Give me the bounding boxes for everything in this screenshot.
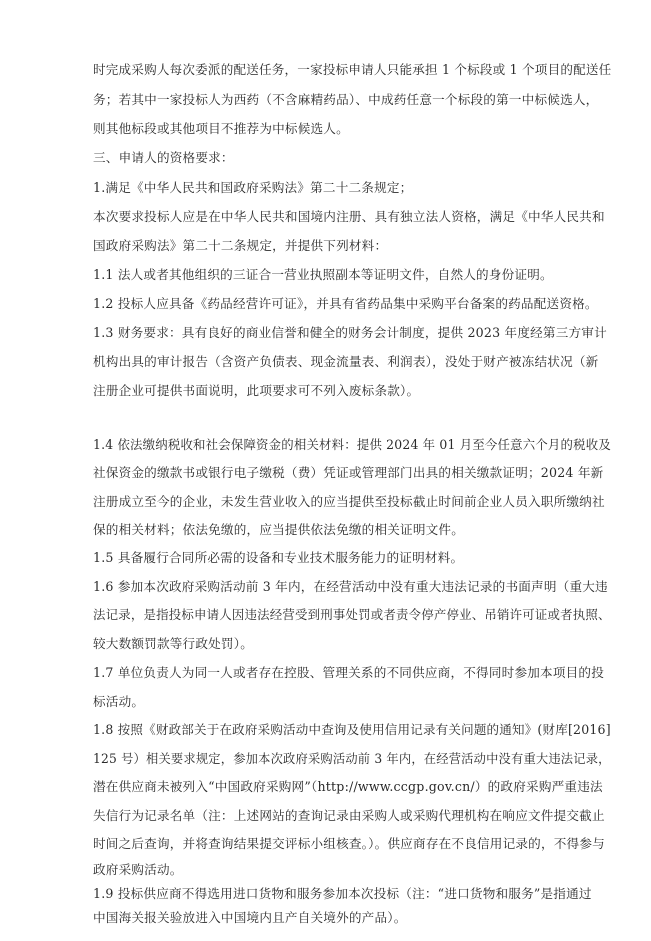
paragraph-line: 中国海关报关验放进入中国境内且产自关境外的产品）。 [93, 910, 407, 925]
paragraph-line: 社保资金的缴款书或银行电子缴税（费）凭证或管理部门出具的相关缴款证明；2024 年新 [93, 465, 604, 480]
paragraph-line: 1.9 投标供应商不得选用进口货物和服务参加本次投标（注：“进口货物和服务”是指通过 [93, 886, 592, 901]
paragraph-line: 国政府采购法》第二十二条规定，并提供下列材料： [93, 238, 388, 253]
paragraph-line: 1.4 依法缴纳税收和社会保障资金的相关材料：提供 2024 年 01 月至今任意六个月的税收及 [93, 437, 611, 452]
paragraph-line: 1.2 投标人应具备《药品经营许可证》，并具有省药品集中采购平台备案的药品配送资格。 [93, 296, 598, 311]
paragraph-line: 法记录，是指投标申请人因违法经营受到刑事处罚或者责令停产停业、吊销许可证或者执照、 [93, 607, 611, 622]
paragraph-line: 1.7 单位负责人为同一人或者存在控股、管理关系的不同供应商，不得同时参加本项目的投 [93, 665, 604, 680]
paragraph-line: 则其他标段或其他项目不推荐为中标候选人。 [93, 121, 349, 136]
paragraph-line: 失信行为记录名单（注：上述网站的查询记录由采购人或采购代理机构在响应文件提交截止 [93, 808, 605, 823]
paragraph-line: 1.1 法人或者其他组织的三证合一营业执照副本等证明文件，自然人的身份证明。 [93, 267, 553, 282]
paragraph-line: 1.5 具备履行合同所必需的设备和专业技术服务能力的证明材料。 [93, 550, 464, 565]
paragraph-line: 潜在供应商未被列入“中国政府采购网”（http://www.ccgp.gov.cn/）的政府采购严重违法 [93, 779, 603, 794]
paragraph-line: 本次要求投标人应是在中华人民共和国境内注册、具有独立法人资格，满足《中华人民共和 [93, 209, 605, 224]
paragraph-line: 保的相关材料；依法免缴的，应当提供依法免缴的相关证明文件。 [93, 522, 465, 537]
paragraph-line: 1.6 参加本次政府采购活动前 3 年内，在经营活动中没有重大违法记录的书面声明（重大违 [93, 579, 608, 594]
paragraph-line: 标活动。 [93, 694, 145, 709]
paragraph-line: 1.满足《中华人民共和国政府采购法》第二十二条规定； [93, 180, 413, 195]
paragraph-line: 125 号）相关要求规定，参加本次政府采购活动前 3 年内，在经营活动中没有重大违法记录， [93, 751, 611, 766]
section-heading: 三、申请人的资格要求： [93, 150, 234, 165]
paragraph-line: 时完成采购人每次委派的配送任务，一家投标申请人只能承担 1 个标段或 1 个项目的配送任 [93, 62, 612, 77]
paragraph-line: 务；若其中一家投标人为西药（不含麻精药品）、中成药任意一个标段的第一中标候选人， [93, 92, 599, 107]
paragraph-line: 1.8 按照《财政部关于在政府采购活动中查询及使用信用记录有关问题的通知》(财库[2016] [93, 722, 611, 737]
paragraph-line: 时间之后查询，并将查询结果提交评标小组核查。）。供应商存在不良信用记录的，不得参与 [93, 836, 605, 851]
paragraph-line: 较大数额罚款等行政处罚）。 [93, 636, 254, 651]
paragraph-line: 注册成立至今的企业，未发生营业收入的应当提供至投标截止时间前企业人员入职所缴纳社 [93, 494, 605, 509]
paragraph-line: 政府采购活动。 [93, 862, 183, 877]
paragraph-line: 注册企业可提供书面说明，此项要求可不列入废标条款）。 [93, 383, 420, 398]
paragraph-line: 机构出具的审计报告（含资产负债表、现金流量表、利润表），没处于财产被冻结状况（新 [93, 354, 599, 369]
paragraph-line: 1.3 财务要求：具有良好的商业信誉和健全的财务会计制度，提供 2023 年度经第三方审计 [93, 325, 607, 340]
